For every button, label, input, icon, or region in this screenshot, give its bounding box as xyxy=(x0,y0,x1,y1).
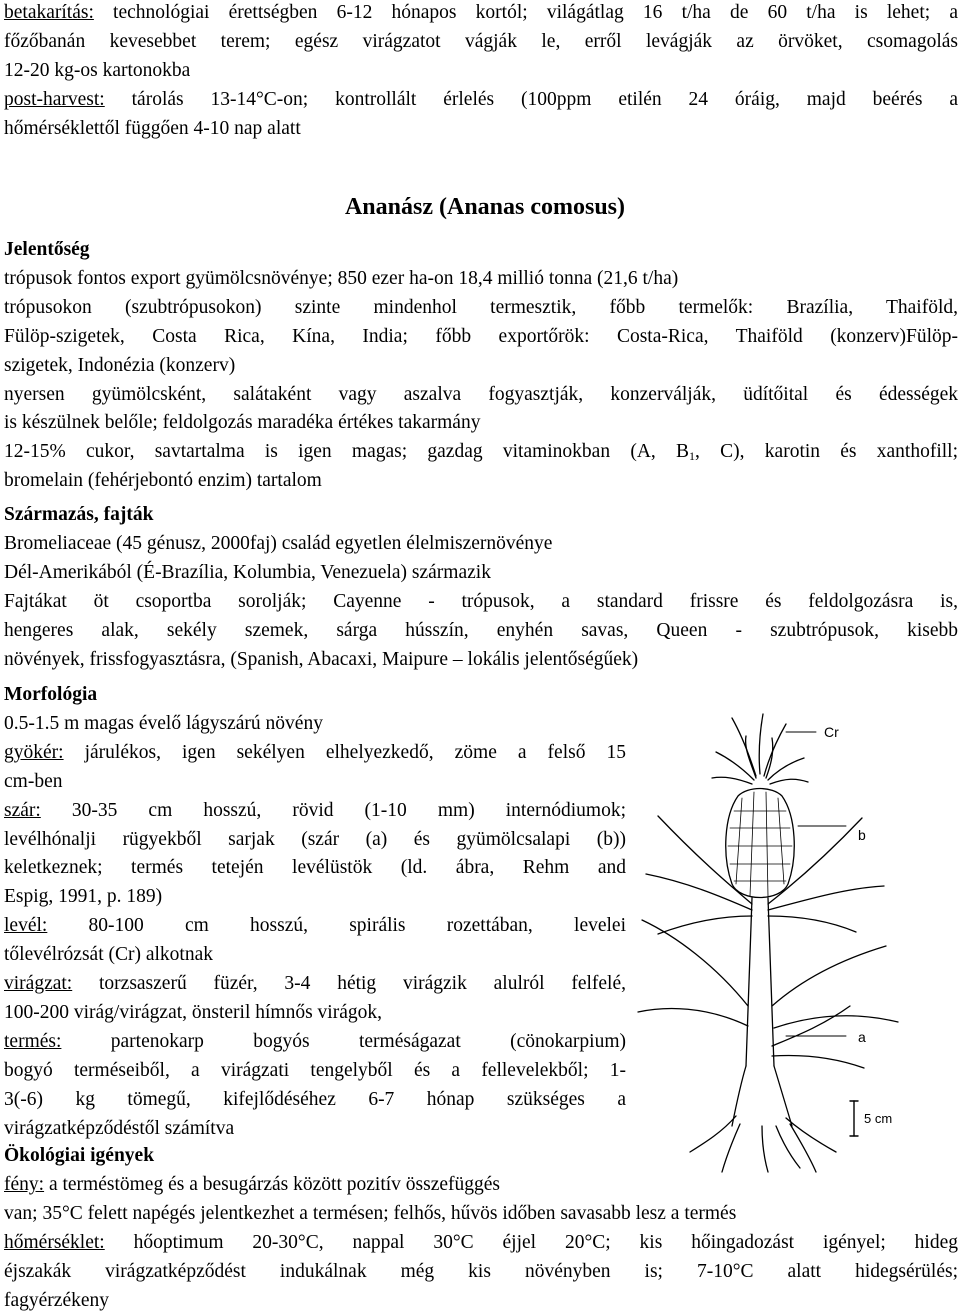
paragraph-line: fény: a terméstömeg és a besugárzás között pozitív összefüggés xyxy=(4,1173,501,1195)
paragraph-line: nyersen gyümölcsként, salátaként vagy aszalva fogyasztják, konzerválják, üdítőital és édességek xyxy=(4,383,958,405)
figure-label-cr: Cr xyxy=(824,724,839,740)
page-title: Ananász (Ananas comosus) xyxy=(344,194,626,220)
paragraph-line: bromelain (fehérjebontó enzim) tartalom xyxy=(4,470,322,492)
paragraph-line: szigetek, Indonézia (konzerv) xyxy=(4,354,236,376)
term-termes: termés: xyxy=(4,1030,62,1052)
paragraph-line: Fülöp-szigetek, Costa Rica, Kína, India; főbb exportőrök: Costa-Rica, Thaiföld (konzerv)Fülöp- xyxy=(4,325,958,347)
paragraph-line: tőlevélrózsát (Cr) alkotnak xyxy=(4,944,214,966)
paragraph-line: Dél-Amerikából (É-Brazília, Kolumbia, Venezuela) származik xyxy=(4,561,491,583)
paragraph-line: virágzat: torzsaszerű füzér, 3-4 hétig virágzik alulról felfelé, xyxy=(4,973,626,995)
paragraph-line: Espig, 1991, p. 189) xyxy=(4,886,163,908)
paragraph-line: trópusokon (szubtrópusokon) szinte mindenhol termesztik, főbb termelők: Brazília, Thaiföld, xyxy=(4,296,958,318)
paragraph-line: szár: 30-35 cm hosszú, rövid (1-10 mm) internódiumok; xyxy=(4,799,626,821)
paragraph-line: termés: partenokarp bogyós terméságazat (cönokarpium) xyxy=(4,1030,626,1052)
figure-label-b: b xyxy=(858,827,866,843)
paragraph-line: 12-20 kg-os kartonokba xyxy=(4,59,191,81)
section-heading: Származás, fajták xyxy=(4,504,154,525)
paragraph-line: post-harvest: tárolás 13-14°C-on; kontrollált érlelés (100ppm etilén 24 óráig, majd beérés a xyxy=(4,88,958,110)
paragraph-line: fagyérzékeny xyxy=(4,1289,110,1311)
paragraph-line: van; 35°C felett napégés jelentkezhet a termésen; felhős, hűvös időben savasabb lesz a termés xyxy=(4,1202,737,1224)
figure-label-a: a xyxy=(858,1029,866,1045)
paragraph-line: trópusok fontos export gyümölcsnövénye; 850 ezer ha-on 18,4 millió tonna (21,6 t/ha) xyxy=(4,267,679,289)
section-heading: Morfológia xyxy=(4,684,98,705)
harvest-section xyxy=(4,0,958,144)
paragraph-line: 3(-6) kg tömegű, kifejlődéséhez 6-7 hónap szükséges a xyxy=(4,1088,626,1110)
paragraph-line: keletkeznek; termés tetején levélüstök (ld. ábra, Rehm and xyxy=(4,857,626,879)
paragraph-line: cm-ben xyxy=(4,770,63,792)
paragraph-line: növények, frissfogyasztásra, (Spanish, Abacaxi, Maipure – lokális jelentőségűek) xyxy=(4,648,639,670)
paragraph-line: bogyó terméseiből, a virágzati tengelyből és a fellevelekből; 1- xyxy=(4,1059,626,1081)
paragraph-line: levélhónalji rügyekből sarjak (szár (a) és gyümölcsalapi (b)) xyxy=(4,828,626,850)
term-szar: szár: xyxy=(4,799,41,821)
paragraph-line: 100-200 virág/virágzat, önsteril hímnős virágok, xyxy=(4,1001,383,1023)
paragraph-line: hőmérséklettől függően 4-10 nap alatt xyxy=(4,117,301,139)
paragraph-line: 0.5-1.5 m magas évelő lágyszárú növény xyxy=(4,712,323,734)
section-morfologia xyxy=(4,681,626,1144)
paragraph-line: főzőbanán kevesebbet terem; egész virágzatot vágják le, erről levágják az örvöket, csomagolás xyxy=(4,30,958,52)
subscript: 1 xyxy=(689,449,696,464)
section-okologia xyxy=(4,1142,958,1315)
paragraph-line: éjszakák virágzatképződést indukálnak még kis növényben is; 7-10°C alatt hidegsérülés; xyxy=(4,1260,958,1282)
paragraph-line: hőmérséklet: hőoptimum 20-30°C, nappal 30°C éjjel 20°C; kis hőingadozást igényel; hideg xyxy=(4,1231,958,1253)
section-heading: Jelentőség xyxy=(4,239,90,260)
term-betakaritas: betakarítás: xyxy=(4,2,94,23)
paragraph-line: virágzatképződéstől számítva xyxy=(4,1117,235,1139)
term-level: levél: xyxy=(4,915,48,937)
section-heading: Ökológiai igények xyxy=(4,1145,155,1166)
paragraph-line: Bromeliaceae (45 génusz, 2000faj) család egyetlen élelmiszernövénye xyxy=(4,532,553,554)
pineapple-drawing xyxy=(636,706,956,1176)
term-homerseklet: hőmérséklet: xyxy=(4,1231,105,1253)
paragraph-line: levél: 80-100 cm hosszú, spirális rozettában, levelei xyxy=(4,915,626,937)
figure-scale-label: 5 cm xyxy=(864,1111,893,1126)
term-postharvest: post-harvest: xyxy=(4,88,105,110)
term-viragzat: virágzat: xyxy=(4,973,73,995)
paragraph-line: Fajtákat öt csoportba sorolják; Cayenne - trópusok, a standard frissre és feldolgozásra is, xyxy=(4,590,958,612)
paragraph-line: is készülnek belőle; feldolgozás maradéka értékes takarmány xyxy=(4,412,481,434)
term-feny: fény: xyxy=(4,1173,45,1195)
section-szarmazas xyxy=(4,501,958,674)
paragraph-line: gyökér: járulékos, igen sekélyen elhelyezkedő, zöme a felső 15 xyxy=(4,741,626,763)
term-gyoker: gyökér: xyxy=(4,741,64,763)
section-jelentoseg xyxy=(4,236,958,496)
paragraph-line: betakarítás: technológiai érettségben 6-12 hónapos kortól; világátlag 16 t/ha de 60 t/ha is lehet; a xyxy=(4,2,958,23)
pineapple-illustration xyxy=(636,706,956,1176)
paragraph-line: 12-15% cukor, savtartalma is igen magas; gazdag vitaminokban (A, $B_1$, C), karotin és xanthofill; xyxy=(4,441,958,464)
paragraph-line: hengeres alak, sekély szemek, sárga hússzín, enyhén savas, Queen - szubtrópusok, kisebb xyxy=(4,619,958,641)
